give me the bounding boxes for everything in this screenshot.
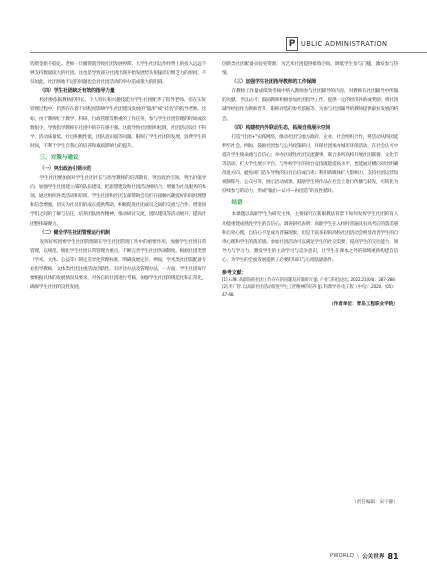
conclusion-heading: 结语 — [231, 200, 243, 207]
page-number: 81 — [387, 551, 399, 561]
right-column — [222, 60, 398, 309]
subheading-4-right: （四）构建校内外联动生态，拓展自我展示空间 — [231, 124, 331, 131]
section-heading-3: 三、对策与建议 — [39, 154, 79, 161]
subheading-2: （二）健全学生社团管理运行机制 — [39, 229, 110, 236]
left-paragraph-4: 发挥好校团委学生社团管理部在学生社团管理工作中的重要作用，加强学生社团日常管理，以规范、细化学生社团日常管理为重点，不断完善学生社团各项制度。根据社团类型（学术、文体、公益等）制定差异化管理标准，明确发展定位。例如，学术类社团需配备专业指导教师，文体类社团注重活动创新性。有评比办法及管理办法，一方面，学生社团每年要根据具体的发展情况及要求，对各自的社团进行考核。加强学生社团的规范化和正常化，确保学生社团的良性发展。 — [30, 239, 207, 291]
section-tab-letter: P — [286, 37, 298, 51]
references-title: 参考文献： — [222, 269, 247, 276]
reference-1: [1] 石琳. 高职院校社团工作存在的问题及对策研究 [J]. 产业与科技论坛, 2022,21(04)：287-288 — [222, 277, 395, 283]
left-paragraph-3: 学生社团要加强对学生社团社长与指导教师的培训教育，突出政治引领，突出价值导向，加强学生社团建立部的队伍建设，把思想建设和社团活动相结合，增强为社员服务的本领。通过组织各类活动和培训，学生社团和社团支部帮助会员们在接触兴趣爱好的同时理想和信念增强，切实为社员们的成长提供帮助，积极促进社团成员之间的交流与合作，增进同学们之间的了解与信任，培养团队协作精神，推动研讨交流，团队建设等活动展开，提高社团整体凝聚力。 — [30, 176, 207, 227]
right-paragraph-3: 打造“社团+”实践网络，推动社团与地方政府、企业、社会组织合作，将活动从校园延伸至社会。例如，鼓励社团参与公共政策研讨，环保社团承办城市环保活动，在社会认可中提升学生使命感与自信心；举办区域性社团交流赛事，联合多所高校开展社团联赛、文化节等活动，扩大学生展示平台。与外校学生的同台竞技既能提高水平，也能通过横向对比明确改进方向，避免闭门造车导致的盲目自信或自卑；利用新媒体扩大影响力，支持社团运营短视频账号、公众号等，展示活动成果，鼓励学生将作品在社会上进行传播与转发，可转化为持续参与的动力，形成“输出—认可—再创造”的良性循环。 — [222, 134, 399, 195]
right-paragraph-2: 在教师工作量成绩效考核中纳入教师参与社团辅导的内容，对教师在社团辅导中所做的贡献，予以认可；鼓励教师积极参加社团指导工作，提供一定的经济补助或奖励；将社团辅导经验作为教师晋升、职称评选的参考依据等，为参与社团辅导的教师提供职业发展的机会。 — [222, 89, 399, 122]
footer-separator: \ — [357, 552, 360, 560]
conclusion-paragraph: 本课题以高职学生为研究主体，主要探究在新职教法背景下如何发挥学生社团的育人功能重建成熟性学生的自信心。调查研究表明：高职学生在入校时普遍具有高考后的落差感和自卑心理，自信心不足成为普遍现象。但是丰富多彩的高校社团活动会明显改善学生的自卑心理和学生的落差感。参加社团活动可以满足学生的社交需要，提高学生的交往能力、领导力与学习力，激发学生的主动学习与竞争意识，让学生在课本之外的领域重新构建自信心，为学生的全面发展提供了必要的知识与心理基础条件。 — [222, 212, 399, 263]
subheading-1: （一）突出政治引领示范 — [39, 165, 92, 172]
header-divider — [30, 52, 427, 53]
footer-magazine: 公关世界 — [362, 554, 385, 560]
section-tab-label: UBLIC ADMINISTRATION — [301, 39, 388, 48]
footer-brand: PWORLD — [330, 553, 355, 559]
section-header — [286, 35, 427, 52]
reference-2: [2] 李广智. 以高职社团活动促进学生工匠精神的培养 [J]. 科教导刊-电子版（中旬）,2020,（05)：47-48. — [222, 285, 397, 298]
responsible-editor: （责任编辑：宋宇静） — [352, 500, 398, 505]
page-footer — [330, 550, 422, 562]
left-paragraph-1: 钩资金新不稳定。老师一旦撤资就导致社团发展停滞。大学生社团运作经费上的投入远远不够支持数量庞大的社团。这也是导致部分社团出现开始发展势头很猛但后继乏力的原因。不仅如此，社团场地不足的问题也会对社团活动的举办造成很大的阻碍。 — [30, 62, 207, 86]
subheading-4: （四）学生社团缺乏有效的指导力量 — [39, 88, 115, 95]
left-paragraph-2: 校团委依据教师的特长、个人特长和兴趣技能为学生社团配齐了指导老师。但在实际管理过程中，仍然存在着不同程度影响学生社团建设发展的“隐形”或“挂名”的指导老师。比如，由于教师忙于教学、科研、行政管理等繁重的工作任务，参与学生社团管理的时间或次数很少，导致指导教师在社团中的存在感不强。这就导致社团组织松散，社团活动设计不科学，活动质量低，社员积极性低，团队意识弱等问题。限制了学生社团的发展，浪费学生的时间，不利于学生自我心的培养和素质影响力的提升。 — [30, 98, 207, 149]
author-affiliation: （作者单位：青岛工程职业学院） — [329, 302, 398, 308]
subheading-3: （三）加强学生社团指导教师的工作保障 — [231, 79, 316, 86]
left-column — [30, 60, 206, 292]
right-paragraph-1: 创新类社团配备实验室资源，为艺术社团提供排练空间，降低学生参与门槛，激发参与热情。 — [222, 62, 398, 77]
